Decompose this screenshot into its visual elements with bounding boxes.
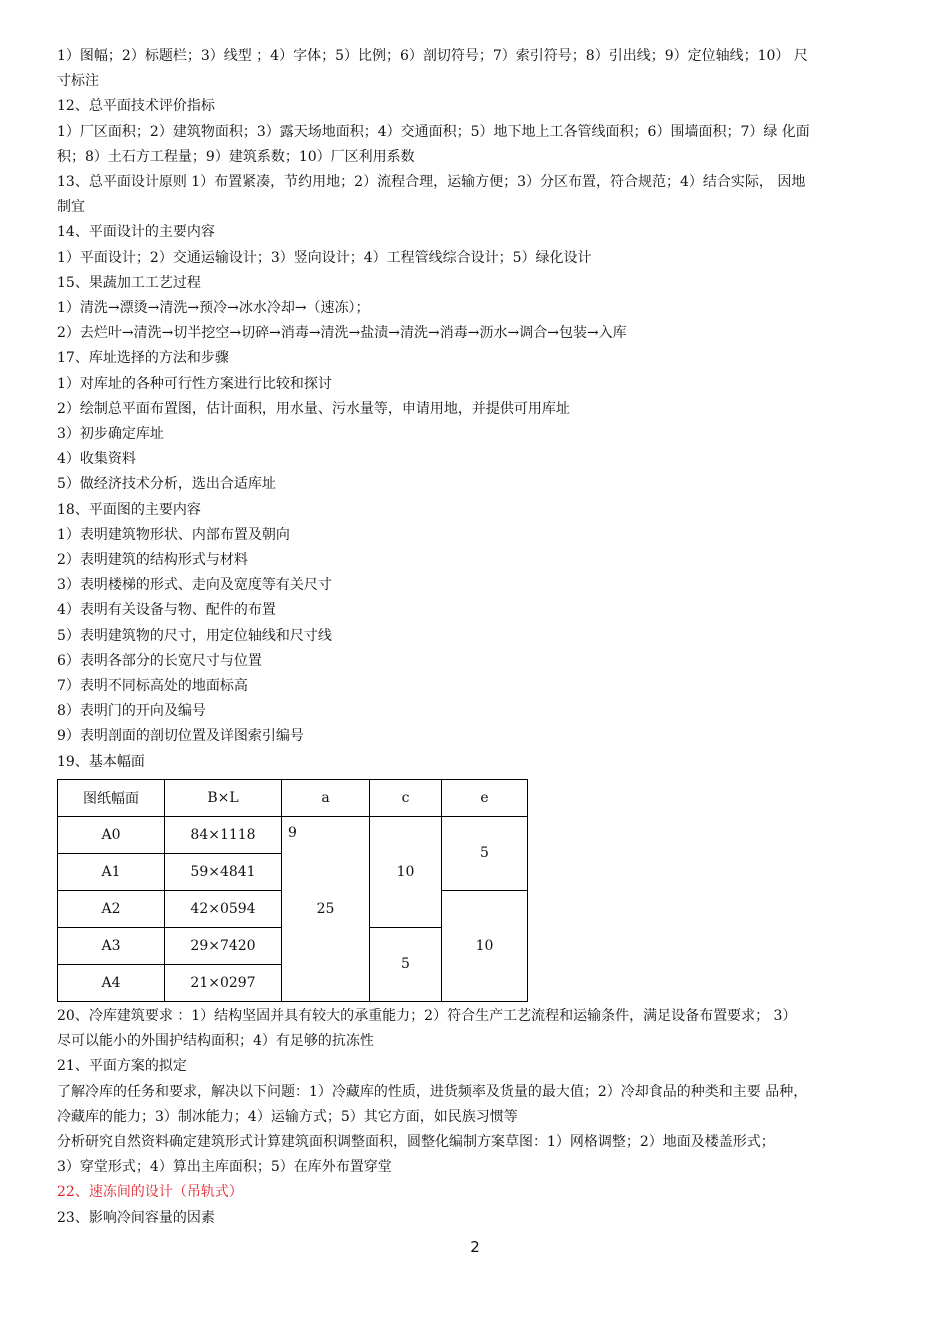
table-cell-a-main: 25 (316, 900, 335, 917)
text-line: 12、总平面技术评价指标 (57, 98, 215, 115)
text-line: 6）表明各部分的长宽尺寸与位置 (57, 652, 262, 669)
text-line: 1）平面设计；2）交通运输设计；3）竖向设计；4）工程管线综合设计；5）绿化设计 (57, 249, 592, 266)
text-line: 4）表明有关设备与物、配件的布置 (57, 602, 276, 619)
text-line: 9）表明剖面的剖切位置及详图索引编号 (57, 728, 304, 745)
table-header-cell: B×L (165, 779, 282, 816)
table-header-cell: 图纸幅面 (58, 779, 165, 816)
text-line: 制宜 (57, 199, 85, 216)
text-line: 积；8）土石方工程量；9）建筑系数；10）厂区利用系数 (57, 148, 415, 165)
table-header-row (58, 779, 528, 816)
table-cell-size: A0 (58, 816, 165, 853)
text-line: 3）穿堂形式；4）算出主库面积；5）在库外布置穿堂 (57, 1159, 392, 1176)
table-header-cell: c (370, 779, 442, 816)
table-cell-e-upper: 5 (442, 816, 528, 890)
text-line: 4）收集资料 (57, 451, 136, 468)
text-line: 8）表明门的开向及编号 (57, 703, 206, 720)
table-cell-c-lower: 5 (370, 927, 442, 1001)
text-line: 14、平面设计的主要内容 (57, 224, 215, 241)
text-line: 21、平面方案的拟定 (57, 1058, 187, 1075)
section-heading: 23、影响冷间容量的因素 (57, 1209, 215, 1226)
text-block-upper (57, 44, 905, 775)
table-row (58, 816, 528, 853)
text-line: 2）绘制总平面布置图，估计面积，用水量、污水量等，申请用地，并提供可用库址 (57, 400, 570, 417)
page-number: 2 (470, 1238, 480, 1256)
text-line: 3）表明楼梯的形式、走向及宽度等有关尺寸 (57, 577, 332, 594)
table-cell-size: A4 (58, 964, 165, 1001)
table-cell-size: A1 (58, 853, 165, 890)
table-cell-size: A3 (58, 927, 165, 964)
paper-size-table (57, 779, 528, 1002)
text-line: 2）表明建筑的结构形式与材料 (57, 552, 248, 569)
table-cell-dim: 29×7420 (165, 927, 282, 964)
text-line: 5）做经济技术分析，选出合适库址 (57, 476, 276, 493)
text-line: 2）去烂叶→清洗→切半挖空→切碎→消毒→清洗→盐渍→清洗→消毒→沥水→调合→包装→入库 (57, 325, 627, 342)
table-header-cell: a (282, 779, 370, 816)
table-cell-dim: 42×0594 (165, 890, 282, 927)
text-line: 7）表明不同标高处的地面标高 (57, 678, 248, 695)
text-line: 1）图幅；2）标题栏；3）线型 ；4）字体；5）比例；6）剖切符号；7）索引符号；8）引出线；9）定位轴线；10） 尺 (57, 48, 808, 64)
text-line: 13、总平面设计原则 1）布置紧凑，节约用地；2）流程合理，运输方便；3）分区布置，符合规范；4）结合实际， 因地 (57, 174, 806, 191)
highlighted-heading: 22、速冻间的设计（吊轨式） (57, 1184, 243, 1201)
text-line: 3）初步确定库址 (57, 426, 164, 443)
text-line: 冷藏库的能力；3）制冰能力；4）运输方式；5）其它方面，如民族习惯等 (57, 1108, 518, 1125)
table-cell-dim: 59×4841 (165, 853, 282, 890)
text-line: 分析研究自然资料确定建筑形式计算建筑面积调整面积，圆整化编制方案草图：1）网格调整；2）地面及楼盖形式； (57, 1133, 775, 1150)
table-cell-dim: 84×1118 (165, 816, 282, 853)
table-cell-e-lower: 10 (442, 890, 528, 1001)
table-cell-size: A2 (58, 890, 165, 927)
text-line: 了解冷库的任务和要求，解决以下问题：1）冷藏库的性质，进货频率及货量的最大值；2）冷却食品的种类和主要 品种， (57, 1083, 808, 1100)
text-line: 1）表明建筑物形状、内部布置及朝向 (57, 526, 290, 543)
table-cell-a-top: 9 (288, 824, 297, 841)
text-line: 5）表明建筑物的尺寸，用定位轴线和尺寸线 (57, 627, 332, 644)
document-page (57, 44, 905, 1231)
text-line: 尽可以能小的外围护结构面积；4）有足够的抗冻性 (57, 1033, 374, 1050)
table-cell-a (282, 816, 370, 1001)
text-line: 20、冷库建筑要求 ：1）结构坚固并具有较大的承重能力；2）符合生产工艺流程和运输条件，满足设备布置要求； 3） (57, 1007, 797, 1024)
table-cell-c-upper: 10 (370, 816, 442, 927)
table-cell-dim: 21×0297 (165, 964, 282, 1001)
text-line: 1）对库址的各种可行性方案进行比较和探讨 (57, 375, 332, 392)
text-line: 1）厂区面积；2）建筑物面积；3）露天场地面积；4）交通面积；5）地下地上工各管线面积；6）围墙面积；7）绿 化面 (57, 123, 810, 140)
text-line: 寸标注 (57, 73, 99, 90)
text-line: 15、果蔬加工工艺过程 (57, 274, 201, 291)
text-line: 17、库址选择的方法和步骤 (57, 350, 229, 367)
text-line: 1）清洗→漂烫→清洗→预冷→冰水冷却→（速冻）； (57, 300, 370, 317)
text-line: 19、基本幅面 (57, 753, 145, 770)
text-line: 18、平面图的主要内容 (57, 501, 201, 518)
text-block-lower (57, 1004, 905, 1180)
table-header-cell: e (442, 779, 528, 816)
